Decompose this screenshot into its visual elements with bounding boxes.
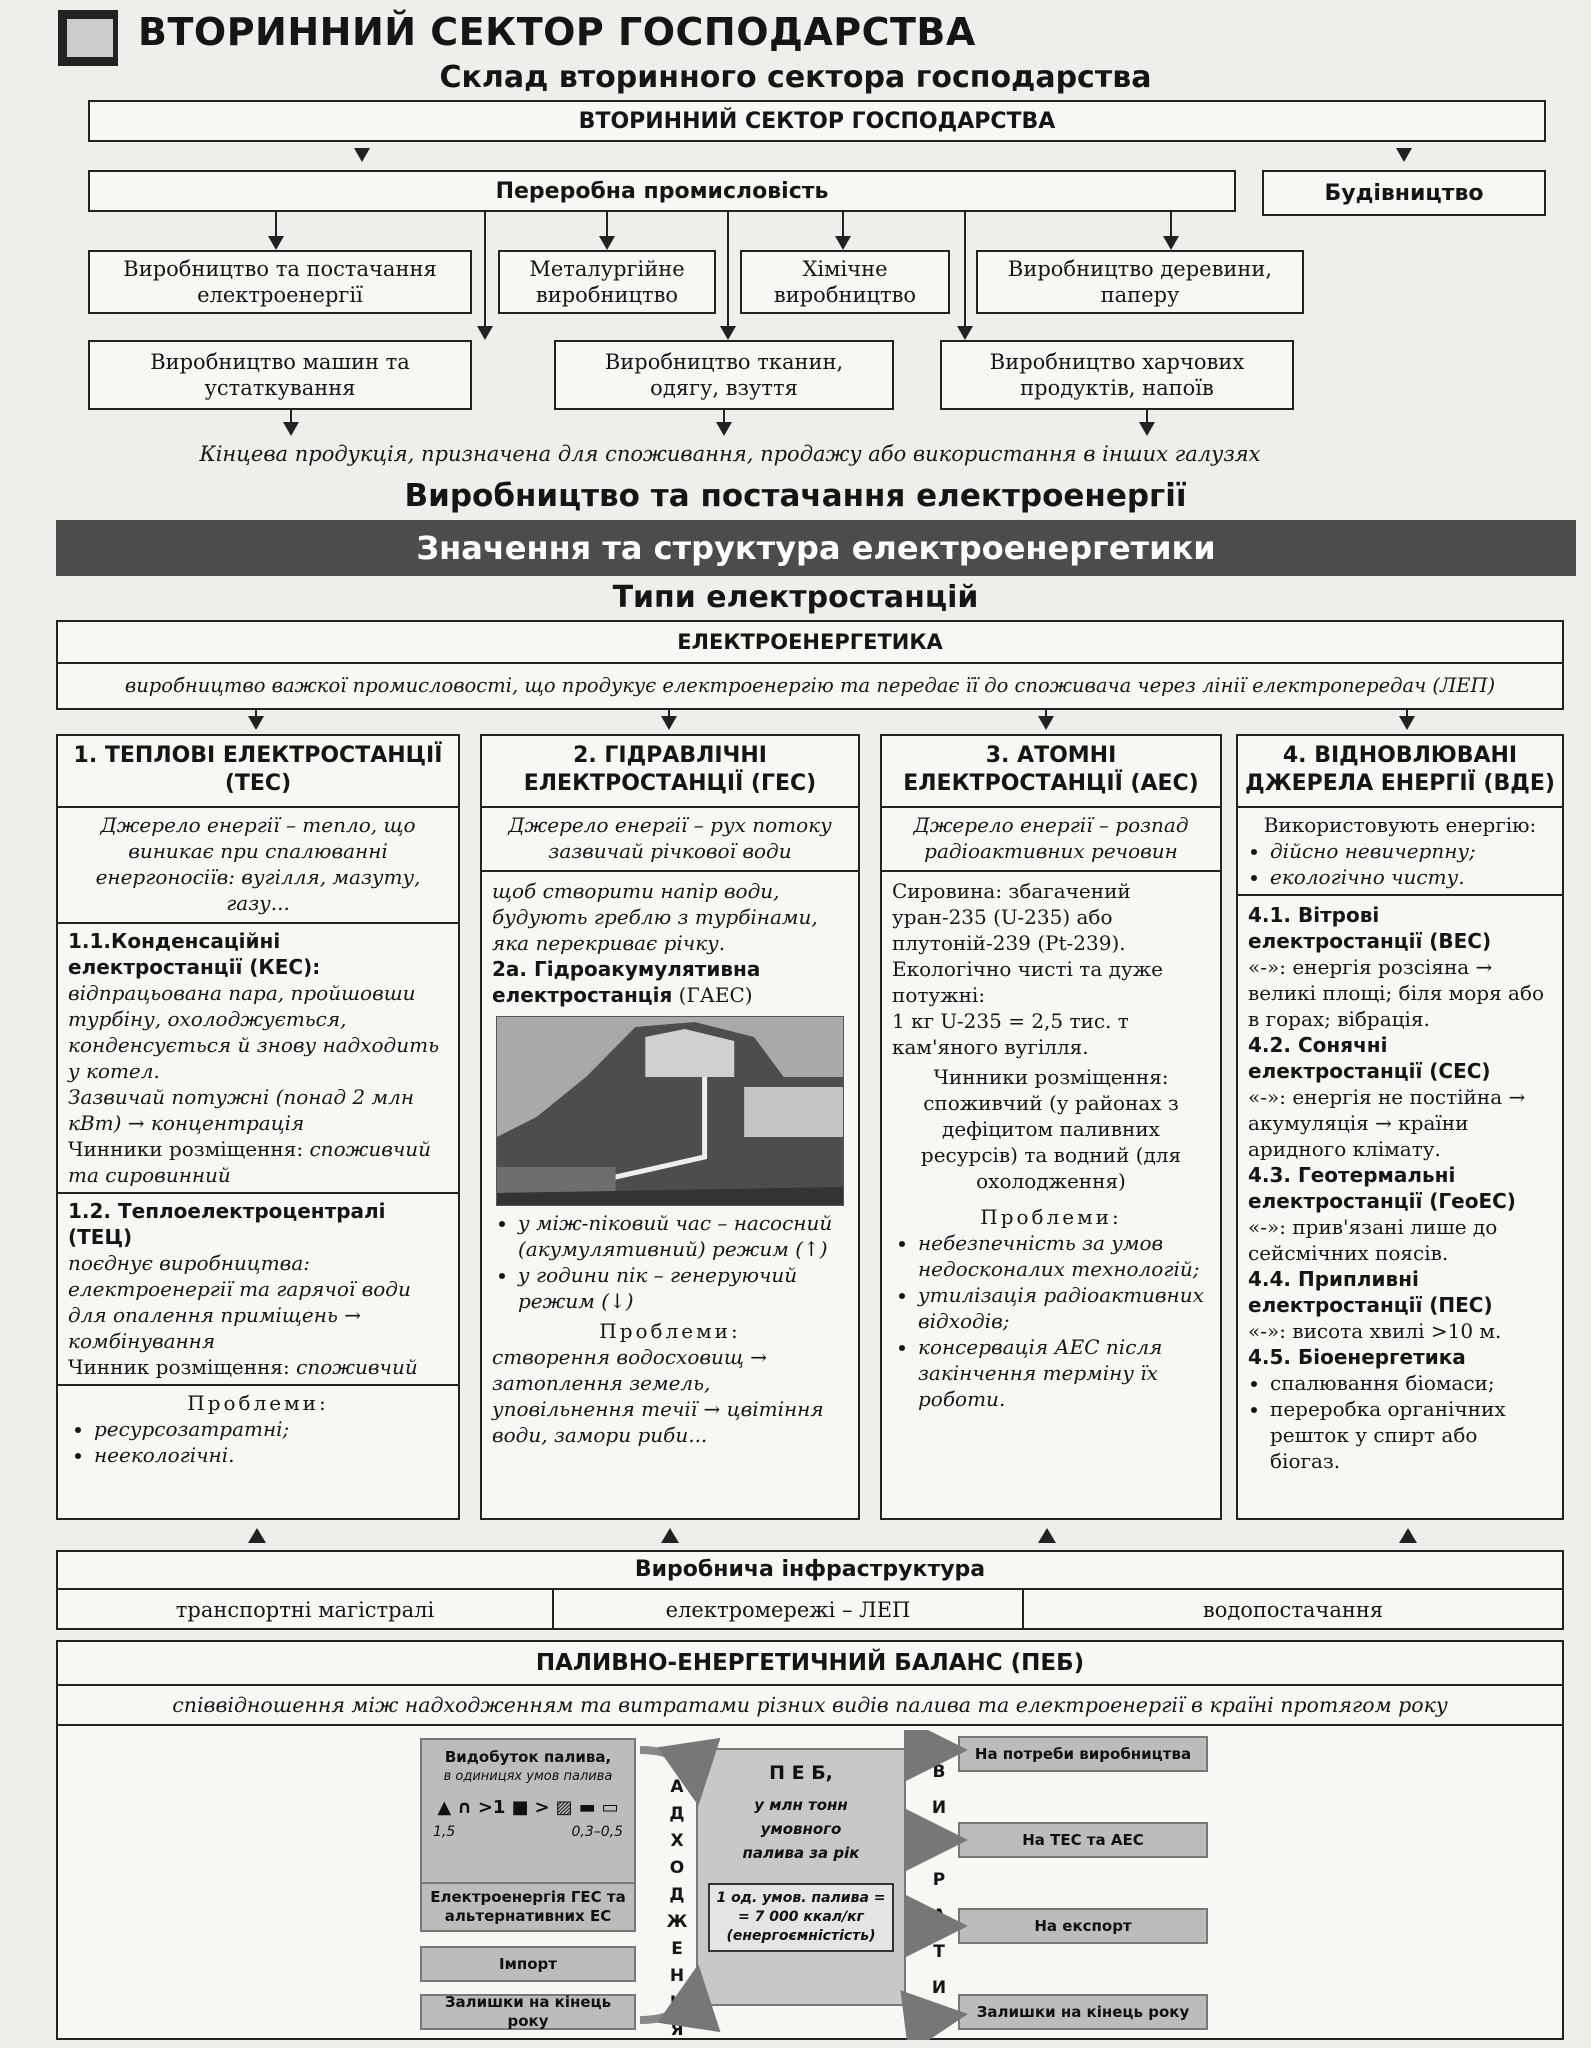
expense-letter: Т (933, 1834, 945, 1854)
kes-factors-label: Чинники розміщення: (68, 1137, 304, 1161)
arrow-up-icon (661, 1528, 679, 1543)
page-title: ВТОРИННИЙ СЕКТОР ГОСПОДАРСТВА (138, 10, 976, 54)
ves-text: «-»: енергія розсіяна → великі площі; біля моря або в горах; вібрація. (1248, 955, 1545, 1031)
vde-title: 4. ВІДНОВЛЮВАНІ ДЖЕРЕЛА ЕНЕРГІЇ (ВДЕ) (1238, 736, 1562, 808)
kes-title: 1.1.Конденсаційні електростанції (КЕС): (68, 929, 321, 979)
section-subtitle: Склад вторинного сектора господарства (439, 60, 1152, 95)
hydro-alt-energy-box: Електроенергія ГЕС та альтернативних ЕС (420, 1882, 636, 1932)
pes-text: «-»: висота хвилі >10 м. (1248, 1319, 1502, 1343)
aes-clean: Екологічно чисті та дуже потужні: (892, 957, 1163, 1007)
arrow-out-icon (906, 1750, 952, 1760)
ges-body (482, 872, 858, 1012)
infra-item: транспортні магістралі (58, 1590, 554, 1630)
income-letter: Я (670, 2020, 684, 2040)
arrow-down-icon (283, 422, 299, 436)
machinery-box: Виробництво машин та устаткування (88, 340, 472, 410)
income-letter: Е (671, 1939, 683, 1959)
ges-problems-text: створення водосховищ → затоплення земель, уповільнення течії → цвітіння води, замори риби... (492, 1345, 824, 1447)
fuel-extraction-title: Видобуток палива, (444, 1748, 612, 1766)
peb-center-note: 1 од. умов. палива = = 7 000 ккал/кг (енергоємністість) (708, 1883, 894, 1952)
peb-flow-arrows (630, 1730, 970, 2040)
expense-letter: И (931, 1798, 947, 1818)
income-letter: А (670, 1777, 684, 1797)
aes-equiv: 1 кг U-235 = 2,5 тис. т кам'яного вугілля. (892, 1009, 1129, 1059)
tec-factor-value: споживчий (296, 1355, 418, 1379)
aes-body (882, 872, 1220, 1416)
gas-icon: ∩ (457, 1797, 472, 1818)
out-remains-box: Залишки на кінець року (958, 1994, 1208, 2030)
income-letter: Н (669, 1993, 685, 2013)
peat-icon: ▨ (555, 1797, 573, 1818)
income-letter: Ж (666, 1912, 688, 1932)
arrow-in-icon (640, 1750, 696, 1790)
vde-source-item: • екологічно чисту. (1270, 864, 1552, 890)
tes-title: 1. ТЕПЛОВІ ЕЛЕКТРОСТАНЦІЇ (ТЕС) (58, 736, 458, 808)
arrow-down-icon (354, 148, 370, 162)
tes-column (56, 734, 460, 1520)
arrow-down-icon (957, 326, 973, 340)
metallurgy-box: Металургійне виробництво (498, 250, 716, 314)
gaes-diagram-image (496, 1016, 844, 1206)
tec-factor-label: Чинник розміщення: (68, 1355, 290, 1379)
income-letter: О (669, 1858, 685, 1878)
arrow-down-icon (1396, 148, 1412, 162)
arrow-down-icon (720, 326, 736, 340)
out-tes-aes-box: На ТЕС та АЕС (958, 1822, 1208, 1858)
arrow-down-icon (1399, 716, 1415, 730)
vde-column (1236, 734, 1564, 1520)
fuel-extraction-subtitle: в одиницях умов палива (443, 1769, 613, 1784)
peb-center-subtitle: у млн тонн умовного палива за рік (742, 1796, 860, 1862)
wood-icon: ▬ (578, 1797, 596, 1818)
oil-drop-icon: ▲ (437, 1797, 452, 1818)
electricity-box-title: ЕЛЕКТРОЕНЕРГЕТИКА (58, 622, 1562, 664)
station-types-heading: Типи електростанцій (612, 580, 979, 615)
processing-industry-box: Переробна промисловість (88, 170, 1236, 212)
kes-section (58, 924, 458, 1194)
coef-left: 1,5 (433, 1824, 456, 1840)
tec-text: поєднує виробництва: електроенергії та гарячої води для опалення приміщень → комбінування (68, 1251, 411, 1353)
chemical-box: Хімічне виробництво (740, 250, 950, 314)
tec-section (58, 1194, 458, 1386)
arrow-down-icon (1038, 716, 1054, 730)
kes-text: відпрацьована пара, пройшовши турбіну, охолоджується, конденсується й знову надходить у котел. (68, 981, 439, 1083)
ges-source: Джерело енергії – рух потоку зазвичай річкової води (482, 808, 858, 872)
peb-title: ПАЛИВНО-ЕНЕРГЕТИЧНИЙ БАЛАНС (ПЕБ) (58, 1642, 1562, 1686)
arrow-down-icon (1139, 422, 1155, 436)
infrastructure-box (56, 1550, 1564, 1630)
kes-factors-value: споживчий та сировинний (68, 1137, 432, 1187)
arrow-down-icon (477, 326, 493, 340)
coal-icon: ■ (511, 1797, 529, 1818)
pes-title: 4.4. Припливні електростанції (ПЕС) (1248, 1267, 1493, 1317)
kes-power: Зазвичай потужні (понад 2 млн кВт) → концентрація (68, 1085, 414, 1135)
ges-text: щоб створити напір води, будують греблю з турбінами, яка перекриває річку. (492, 879, 818, 955)
geoes-text: «-»: прив'язані лише до сейсмічних поясів. (1248, 1215, 1498, 1265)
wood-paper-box: Виробництво деревини, паперу (976, 250, 1304, 314)
arrow-down-icon (599, 236, 615, 250)
fuel-extraction-box (420, 1738, 636, 1896)
arrow-out-icon (906, 2010, 952, 2017)
ges-column (480, 734, 860, 1520)
income-letter: Д (669, 1885, 685, 1905)
textile-box: Виробництво тканин, одягу, взуття (554, 340, 894, 410)
bio-item: • спалювання біомаси; (1270, 1370, 1552, 1396)
electricity-definition: виробництво важкої промисловості, що продукує електроенергію та передає її до споживача через лінії електропередач (ЛЕП) (124, 674, 1496, 697)
expense-letter: А (932, 1906, 946, 1926)
aes-problem-item: • небезпечність за умов недосконалих технологій; (918, 1230, 1210, 1282)
arrow-down-icon (1163, 236, 1179, 250)
tes-source: Джерело енергії – тепло, що виникає при спалюванні енергоносіїв: вугілля, мазуту, газу... (58, 808, 458, 924)
ses-text: «-»: енергія не постійна → акумуляція → країни аридного клімату. (1248, 1085, 1526, 1161)
vde-source-item: • дійсно невичерпну; (1270, 838, 1552, 864)
gaes-title: 2а. Гідроакумулятивна електростанція (492, 957, 761, 1007)
fuel-coefficients (433, 1823, 623, 1842)
gaes-abbr: (ГАЕС) (678, 983, 753, 1007)
ges-mode-item: • у години пік – генеруючий режим (↓) (518, 1262, 848, 1314)
brick-icon: ▭ (601, 1797, 619, 1818)
arrow-in-icon (640, 1980, 696, 2020)
tes-problem-item: • неекологічні. (94, 1442, 448, 1468)
secondary-sector-box: ВТОРИННИЙ СЕКТОР ГОСПОДАРСТВА (88, 100, 1546, 142)
tec-title: 1.2. Теплоелектроцентралі (ТЕЦ) (68, 1199, 386, 1249)
arrow-down-icon (661, 716, 677, 730)
income-letter: Н (669, 1966, 685, 1986)
arrow-up-icon (1038, 1528, 1056, 1543)
income-letter: Х (670, 1831, 684, 1851)
vde-source-label: Використовують енергію: (1263, 813, 1537, 837)
tec-factor (68, 1354, 448, 1380)
tes-problem-item: • ресурсозатратні; (94, 1416, 448, 1442)
expense-letter: В (932, 1762, 946, 1782)
vde-source (1238, 808, 1562, 896)
construction-box: Будівництво (1262, 170, 1546, 216)
gaes-diagram-svg (497, 1017, 843, 1205)
electricity-production-box: Виробництво та постачання електроенергії (88, 250, 472, 314)
arrow-up-icon (1399, 1528, 1417, 1543)
aes-problem-item: • утилізація радіоактивних відходів; (918, 1282, 1210, 1334)
infra-item: електромережі – ЛЕП (554, 1590, 1024, 1630)
aes-source: Джерело енергії – розпад радіоактивних речовин (882, 808, 1220, 872)
expense-letter: И (931, 1978, 947, 1998)
aes-problems-label: Проблеми: (980, 1205, 1122, 1229)
fuel-ratio-icons: ▲ ∩ >1 ■ > ▨ ▬ ▭ (437, 1797, 619, 1818)
aes-column (880, 734, 1222, 1520)
infrastructure-items (58, 1590, 1562, 1630)
energy-banner: Значення та структура електроенергетики (56, 520, 1576, 576)
aes-title: 3. АТОМНІ ЕЛЕКТРОСТАНЦІЇ (АЕС) (882, 736, 1220, 808)
income-letter: Д (669, 1804, 685, 1824)
arrow-up-icon (248, 1528, 266, 1543)
bio-item: • переробка органічних решток у спирт або біогаз. (1270, 1396, 1552, 1474)
infrastructure-title: Виробнича інфраструктура (58, 1552, 1562, 1590)
tes-problems (58, 1386, 458, 1472)
ges-modes (482, 1206, 858, 1452)
income-letter: Н (669, 1750, 685, 1770)
kes-factors (68, 1136, 448, 1188)
coef-right: 0,3–0,5 (571, 1824, 623, 1840)
gaes-heading (492, 956, 848, 1008)
arrow-down-icon (248, 716, 264, 730)
energy-heading: Виробництво та постачання електроенергії (404, 478, 1187, 514)
bio-title: 4.5. Біоенергетика (1248, 1345, 1466, 1369)
arrow-down-icon (835, 236, 851, 250)
expense-letter: Р (932, 1870, 946, 1890)
import-box: Імпорт (420, 1946, 636, 1982)
ses-title: 4.2. Сонячні електростанції (СЕС) (1248, 1033, 1491, 1083)
aes-factors: Чинники розміщення: споживчий (у районах з дефіцитом паливних ресурсів) та водний (для охолодження) (920, 1065, 1182, 1193)
electricity-box (56, 620, 1564, 710)
out-production-box: На потреби виробництва (958, 1736, 1208, 1772)
peb-center-title: П Е Б, (769, 1762, 833, 1784)
aes-problem-item: • консервація АЕС після закінчення терміну їх роботи. (918, 1334, 1210, 1412)
arrow-down-icon (268, 236, 284, 250)
out-export-box: На експорт (958, 1908, 1208, 1944)
infra-item: водопостачання (1202, 1598, 1384, 1622)
aes-raw: Сировина: збагачений уран-235 (U-235) або плутоній-239 (Pt-239). (892, 879, 1131, 955)
ges-problems-label: Проблеми: (599, 1319, 741, 1343)
ges-mode-item: • у між-піковий час – насосний (акумулятивний) режим (↑) (518, 1210, 848, 1262)
in-remains-box: Залишки на кінець року (420, 1994, 636, 2030)
food-box: Виробництво харчових продуктів, напоїв (940, 340, 1294, 410)
tes-problems-label: Проблеми: (187, 1391, 329, 1415)
arrow-down-icon (716, 422, 732, 436)
ves-title: 4.1. Вітрові електростанції (ВЕС) (1248, 903, 1492, 953)
peb-definition: співвідношення між надходженням та витратами різних видів палива та електроенергії в країні протягом року (58, 1686, 1562, 1726)
final-product-text: Кінцева продукція, призначена для споживання, продажу або використання в інших галузях (199, 442, 1261, 466)
vde-body (1238, 896, 1562, 1478)
expense-letter: Т (933, 1942, 945, 1962)
ges-title: 2. ГІДРАВЛІЧНІ ЕЛЕКТРОСТАНЦІЇ (ГЕС) (482, 736, 858, 808)
geoes-title: 4.3. Геотермальні електростанції (ГеоЕС) (1248, 1163, 1516, 1213)
